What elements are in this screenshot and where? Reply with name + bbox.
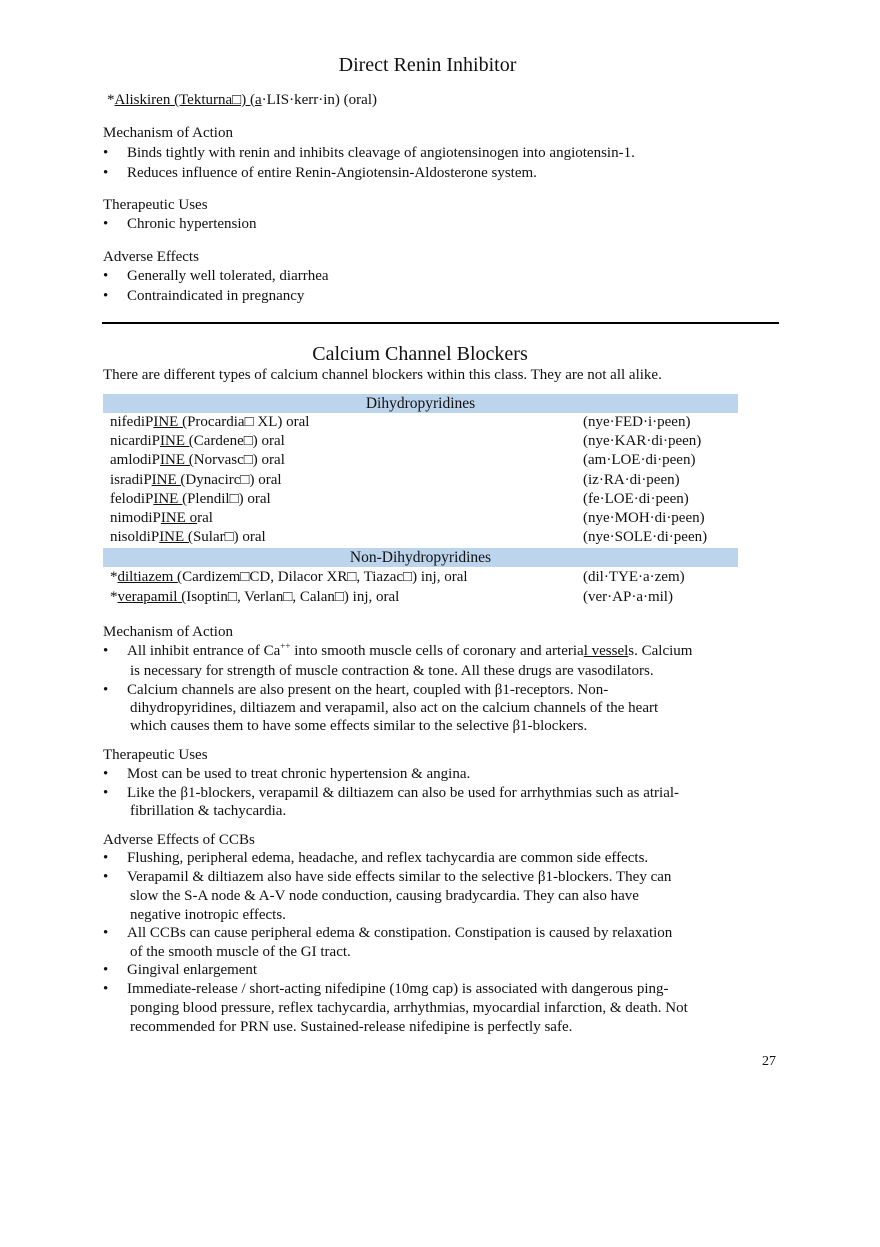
ccb-ae-item-cont: recommended for PRN use. Sustained-release nifedipine is perfectly safe. (130, 1019, 573, 1035)
pronunciation-cell: (dil·TYE·a·zem) (583, 569, 685, 585)
bullet: • (103, 165, 109, 181)
renin-uses-heading: Therapeutic Uses (103, 197, 208, 213)
bullet: • (103, 216, 109, 232)
section-title-ccb: Calcium Channel Blockers (312, 343, 528, 365)
ccb-moa-heading: Mechanism of Action (103, 624, 233, 640)
renin-moa-heading: Mechanism of Action (103, 125, 233, 141)
pronunciation-cell: (fe·LOE·di·peen) (583, 490, 689, 507)
bullet: • (103, 785, 109, 801)
drug-name-cell: felodiPINE (Plendil□) oral (110, 490, 271, 507)
ccb-moa-item-cont: is necessary for strength of muscle contraction & tone. All these drugs are vasodilators. (130, 663, 654, 679)
ccb-ae-item-cont: negative inotropic effects. (130, 907, 286, 923)
bullet: • (103, 145, 109, 161)
renin-ae-item: Contraindicated in pregnancy (127, 288, 305, 304)
ccb-ae-item: All CCBs can cause peripheral edema & constipation. Constipation is caused by relaxation (127, 925, 673, 941)
bullet: • (103, 268, 109, 284)
page-number: 27 (762, 1054, 776, 1069)
bullet: • (103, 288, 109, 304)
ccb-moa-item: All inhibit entrance of Ca++ into smooth muscle cells of coronary and arterial vessels. Calcium (127, 641, 693, 659)
ccb-uses-item: Like the β1-blockers, verapamil & diltiazem can also be used for arrhythmias such as atrial- (127, 785, 680, 801)
renin-moa-item: Binds tightly with renin and inhibits cleavage of angiotensinogen into angiotensin-1. (127, 145, 635, 161)
pronunciation-cell: (nye·KAR·di·peen) (583, 433, 702, 450)
pronunciation-cell: (ver·AP·a·mil) (583, 589, 673, 605)
drug-name-cell: nisoldiPINE (Sular□) oral (110, 529, 266, 546)
bullet: • (103, 981, 109, 997)
ccb-ae-item: Immediate-release / short-acting nifedipine (10mg cap) is associated with dangerous ping- (127, 981, 669, 997)
drug-name-cell: *diltiazem (Cardizem□CD, Dilacor XR□, Tiazac□) inj, oral (110, 569, 468, 585)
ccb-moa-item-cont: dihydropyridines, diltiazem and verapamil, also act on the calcium channels of the heart (130, 700, 659, 716)
ccb-ae-item: Flushing, peripheral edema, headache, and reflex tachycardia are common side effects. (127, 850, 649, 866)
ccb-intro: There are different types of calcium channel blockers within this class. They are not all alike. (103, 367, 662, 383)
drug-aliskiren: *Aliskiren (Tekturna□) (a·LIS·kerr·in) (oral) (107, 92, 377, 108)
ccb-ae-heading: Adverse Effects of CCBs (103, 832, 255, 848)
bullet: • (103, 850, 109, 866)
bullet: • (103, 643, 109, 659)
pronunciation-cell: (nye·MOH·di·peen) (583, 510, 705, 526)
bullet: • (103, 766, 109, 782)
pronunciation-cell: (iz·RA·di·peen) (583, 471, 680, 488)
drug-name-cell: nicardiPINE (Cardene□) oral (110, 433, 285, 450)
ccb-uses-item-cont: fibrillation & tachycardia. (130, 803, 287, 819)
drug-name-cell: nimodiPINE oral (110, 510, 213, 526)
bullet: • (103, 962, 109, 978)
section-divider (102, 322, 779, 324)
nondihydro-header: Non-Dihydropyridines (349, 549, 492, 566)
renin-ae-item: Generally well tolerated, diarrhea (127, 268, 329, 284)
bullet: • (103, 869, 109, 885)
ccb-moa-item-cont: which causes them to have some effects similar to the selective β1-blockers. (130, 718, 588, 734)
pronunciation-cell: (am·LOE·di·peen) (583, 452, 696, 469)
renin-ae-heading: Adverse Effects (103, 249, 199, 265)
pronunciation-cell: (nye·SOLE·di·peen) (583, 529, 708, 546)
drug-name-cell: *verapamil (Isoptin□, Verlan□, Calan□) inj, oral (110, 589, 400, 605)
drug-name-cell: isradiPINE (Dynacirc□) oral (110, 471, 282, 488)
dihydro-header: Dihydropyridines (365, 395, 476, 412)
ccb-ae-item-cont: of the smooth muscle of the GI tract. (130, 944, 351, 960)
renin-moa-item: Reduces influence of entire Renin-Angiotensin-Aldosterone system. (127, 165, 537, 181)
pronunciation-cell: (nye·FED·i·peen) (583, 414, 691, 430)
ccb-moa-item: Calcium channels are also present on the heart, coupled with β1-receptors. Non- (127, 682, 609, 698)
section-title-renin: Direct Renin Inhibitor (338, 54, 517, 76)
bullet: • (103, 925, 109, 941)
drug-name-cell: nifediPINE (Procardia□ XL) oral (110, 414, 310, 430)
ccb-ae-item-cont: slow the S-A node & A-V node conduction, causing bradycardia. They can also have (130, 888, 639, 904)
renin-uses-item: Chronic hypertension (127, 216, 257, 232)
bullet: • (103, 682, 109, 698)
ccb-uses-heading: Therapeutic Uses (103, 747, 208, 763)
ccb-ae-item-cont: ponging blood pressure, reflex tachycardia, arrhythmias, myocardial infarction, & death. Not (130, 1000, 688, 1016)
drug-name-cell: amlodiPINE (Norvasc□) oral (110, 452, 285, 469)
ccb-ae-item: Gingival enlargement (127, 962, 258, 978)
ccb-ae-item: Verapamil & diltiazem also have side effects similar to the selective β1-blockers. They can (127, 869, 672, 885)
ccb-uses-item: Most can be used to treat chronic hypertension & angina. (127, 766, 471, 782)
